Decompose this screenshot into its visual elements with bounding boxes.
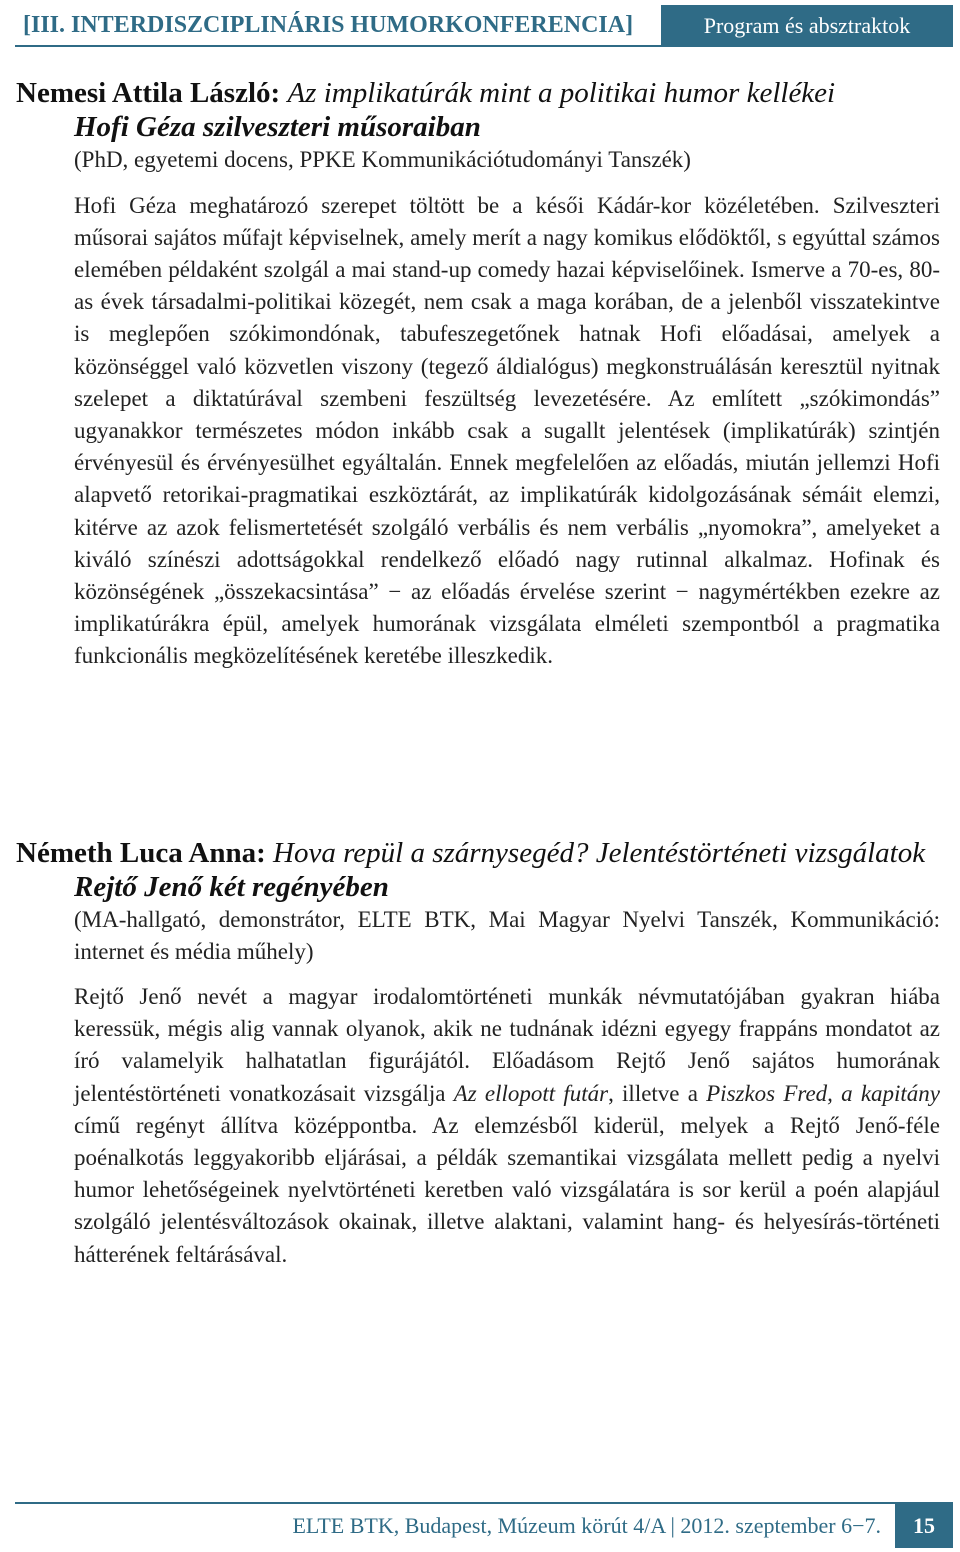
body-text: Rejtő Jenő nevét a magyar irodalomtörténeti munkák névmutatójában gyakran hiába keressük, mégis alig vannak olyanok, akik ne tudnának idézni egyegy frappáns mondatot az író valamelyik halhatatlan figurájától. Előadásom Rejtő Jenő sajátos humorának jelentéstörténeti vonatkozásait vizsgálja (74, 984, 940, 1106)
page-header (15, 5, 953, 47)
abstract-2 (16, 836, 941, 1271)
author-affiliation: (MA-hallgató, demonstrátor, ELTE BTK, Mai Magyar Nyelvi Tanszék, Kommunikáció: internet és média műhely) (74, 907, 940, 964)
section-label: Program és absztraktok (661, 5, 953, 47)
page-footer (15, 1502, 953, 1548)
work-title: Piszkos Fred, a kapitány (706, 1080, 941, 1106)
abstract-body: Hofi Géza meghatározó szerepet töltött be a késői Kádár-kor közéletében. Szilveszteri műsorai sajátos műfajt képviselnek, amely merít a nagy komikus elődöktől, s egyúttal számos elemében példaként szolgál a mai stand-up comedy hazai képviselőinek. Ismerve a 70-es, 80-as évek társadalmi-politikai közegét, nem csak a maga korában, de a jelenből visszatekintve is meglepően szókimondónak, tabufeszegetőnek hatnak Hofi előadásai, amelyek a közönséggel való közvetlen viszony (tegező áldialógus) megkonstruálásán keresztül nyitnak szelepet a diktatúrával szembeni feszültség levezetésére. Az említett „szókimondás” ugyanakkor természetes módon inkább csak a sugallt jelentések (implikatúrák) szintjén érvényesül és érvényesülhet egyáltalán. Ennek megfelelően az előadás, miután jellemzi Hofi alapvető retorikai-pragmatikai eszköztárát, az implikatúrák kidolgozásának sémáit elemzi, kitérve az azok felismertetését szolgáló verbális és nem verbális „nyomokra”, amelyeket a kiváló színészi adottságokkal rendelkező előadó nagy rutinnal alkalmaz. Hofinak és közönségének „összekacsintása” − az előadás érvelése szerint − nagymértékben ezekre az implikatúrákra épül, amelyek humorának vizsgálata elméleti szempontból a pragmatika funkcionális megközelítésének keretébe illeszkedik. (74, 192, 940, 669)
talk-title-continued: Rejtő Jenő két regényében (74, 871, 389, 903)
abstract-title: Nemesi Attila László: Az implikatúrák mint a politikai humor kellékei Hofi Géza szilveszteri műsoraiban (16, 76, 940, 144)
talk-title: Az implikatúrák mint a politikai humor kellékei (287, 77, 836, 109)
abstract-body (74, 981, 940, 1271)
talk-title: Hova repül a szárnysegéd? Jelentéstörténeti vizsgálatok (273, 837, 926, 869)
body-text: című regényt állítva középpontba. Az elemzésből kiderül, melyek a Rejtő Jenő-féle poénalkotás leggyakoribb eljárásai, a példák szemantikai vizsgálata mellett pedig a nyelvi humor lehetőségeinek nyelvtörténeti keretben való vizsgálatára is sor kerül a poén alapjául szolgáló jelentésváltozások okainak, illetve alaktani, valamint hang- és helyesírás-történeti hátterének feltárásával. (74, 1112, 940, 1267)
author-affiliation: (PhD, egyetemi docens, PPKE Kommunikációtudományi Tanszék) (74, 147, 691, 172)
talk-title-continued: Hofi Géza szilveszteri műsoraiban (74, 111, 481, 143)
page-number: 15 (895, 1504, 953, 1548)
abstract-1 (16, 76, 940, 673)
conference-title: [III. INTERDISZCIPLINÁRIS HUMORKONFERENCIA] (15, 5, 661, 47)
author-name: Németh Luca Anna (16, 837, 257, 869)
work-title: Az ellopott futár (453, 1080, 609, 1106)
footer-venue-date: ELTE BTK, Budapest, Múzeum körút 4/A | 2012. szeptember 6−7. (292, 1513, 881, 1538)
abstract-title: Németh Luca Anna: Hova repül a szárnysegéd? Jelentéstörténeti vizsgálatok Rejtő Jenő két regényében (16, 836, 940, 904)
body-text: , illetve a (608, 1080, 707, 1106)
author-name: Nemesi Attila László (16, 77, 271, 109)
